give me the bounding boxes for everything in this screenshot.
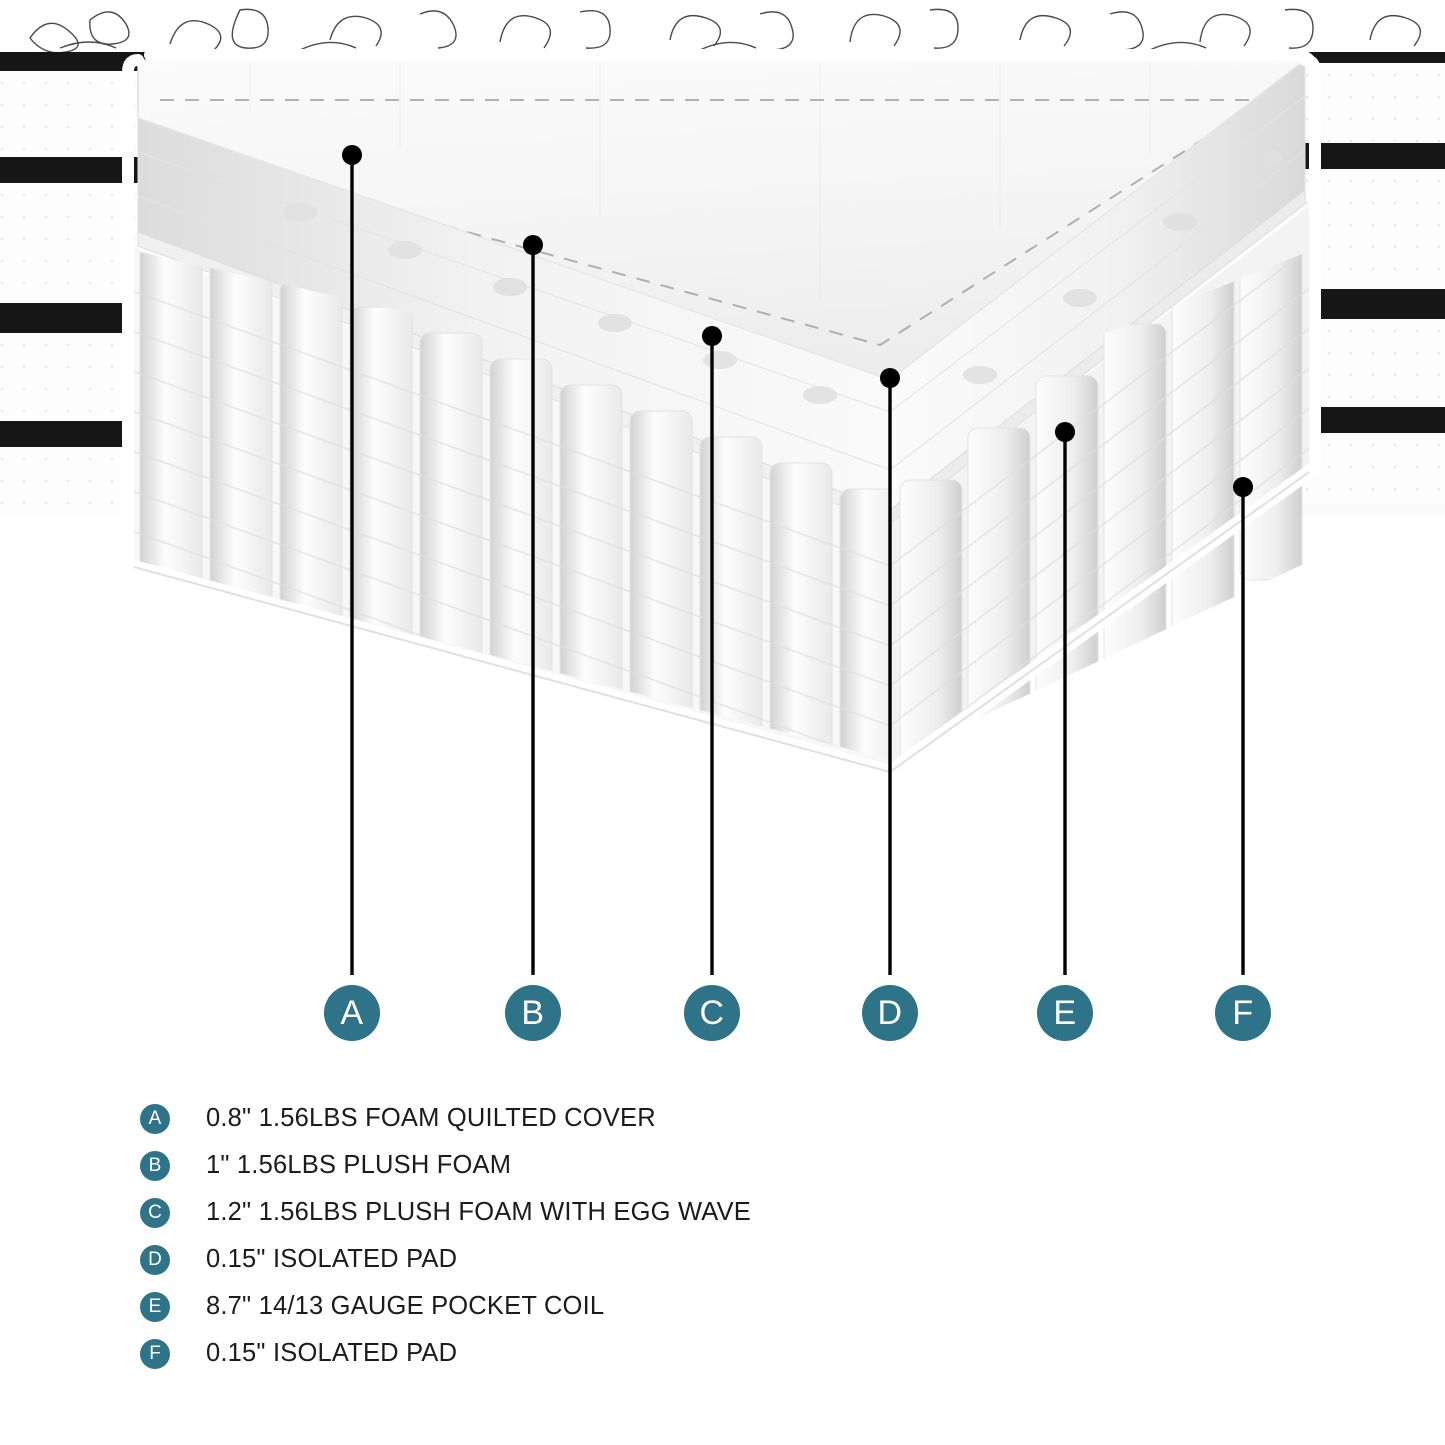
legend-label-c: 1.2" 1.56LBS PLUSH FOAM WITH EGG WAVE [206, 1198, 752, 1226]
legend-badge-d: D [140, 1245, 170, 1275]
legend-item-a [140, 1095, 1320, 1142]
legend-item-d [140, 1236, 1320, 1283]
legend-badge-e: E [140, 1292, 170, 1322]
legend-item-e [140, 1283, 1320, 1330]
diagram-badge-c: C [684, 985, 740, 1041]
legend-label-a: 0.8" 1.56LBS FOAM QUILTED COVER [206, 1104, 656, 1132]
diagram-badge-e: E [1037, 985, 1093, 1041]
legend-badge-b: B [140, 1151, 170, 1181]
legend-label-b: 1" 1.56LBS PLUSH FOAM [206, 1151, 512, 1179]
diagram-badge-b: B [505, 985, 561, 1041]
diagram-badge-d: D [862, 985, 918, 1041]
legend-label-f: 0.15" ISOLATED PAD [206, 1339, 458, 1367]
legend-label-d: 0.15" ISOLATED PAD [206, 1245, 458, 1273]
legend-item-f [140, 1330, 1320, 1377]
legend-item-c [140, 1189, 1320, 1236]
legend-badge-f: F [140, 1339, 170, 1369]
legend-item-b [140, 1142, 1320, 1189]
legend-badge-a: A [140, 1104, 170, 1134]
diagram-badge-a: A [324, 985, 380, 1041]
legend-badge-c: C [140, 1198, 170, 1228]
legend [140, 1095, 1320, 1377]
diagram-badge-f: F [1215, 985, 1271, 1041]
legend-label-e: 8.7" 14/13 GAUGE POCKET COIL [206, 1292, 605, 1320]
